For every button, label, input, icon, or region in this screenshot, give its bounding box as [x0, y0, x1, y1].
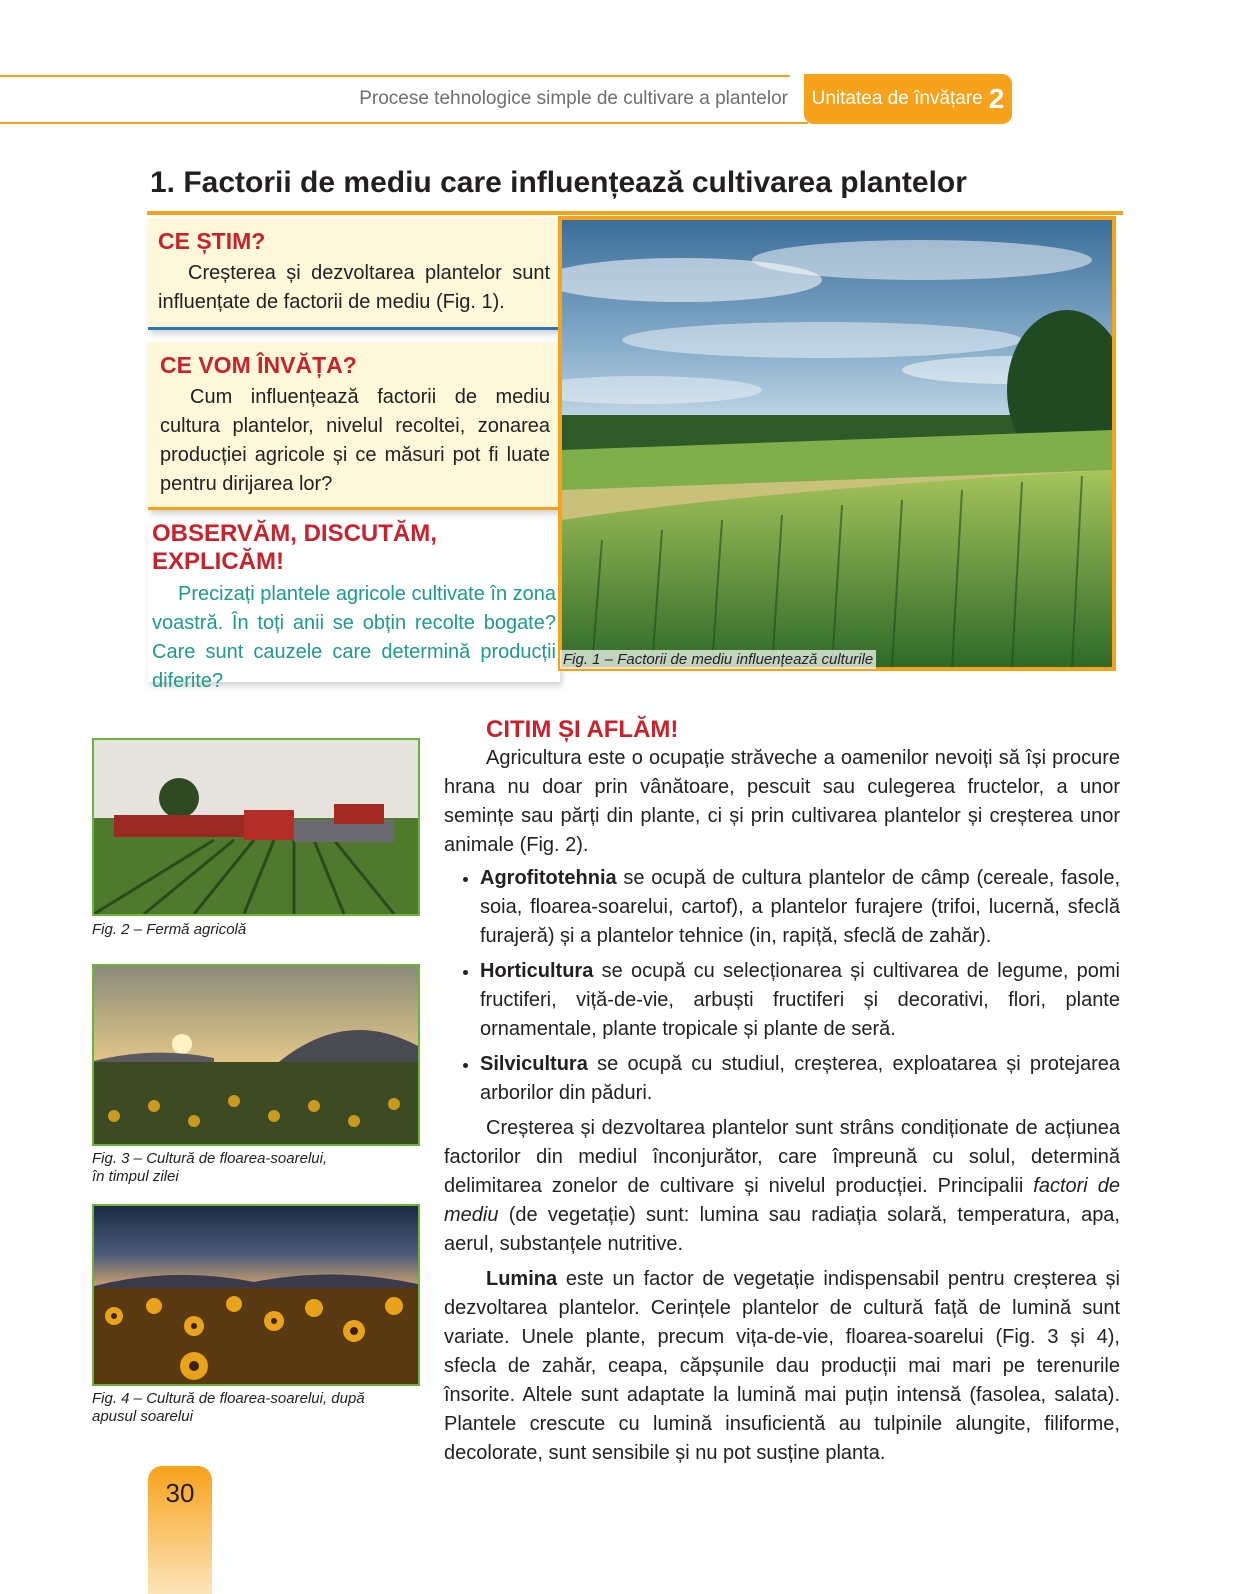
fig1-image [558, 216, 1116, 671]
bullet-term: Silvicultura [480, 1053, 588, 1075]
running-title: Procese tehnologice simple de cultivare a plantelor [359, 88, 788, 109]
bullet-text: se ocupă de cultura plantelor de câmp (cereale, fasole, soia, floarea-soarelui, cartof), a plantelor furajere (trifoi, lucernă, sfeclă furajeră) și a plantelor tehnice (in, rapiță, sfeclă de zahăr). [480, 867, 1120, 947]
fig3-image [92, 964, 420, 1146]
factors-text-end: (de vegetație) sunt: lumina sau radiația solară, temperatura, apa, aerul, substanțele nutritive. [444, 1204, 1120, 1255]
observam-heading: OBSERVĂM, DISCUTĂM, EXPLICĂM! [152, 520, 437, 575]
fig2-image [92, 738, 420, 916]
fig4-caption-line1: Fig. 4 – Cultură de floarea-soarelui, după [92, 1390, 365, 1407]
fig4-caption [92, 1390, 365, 1426]
cornfield-landscape-picture [562, 220, 1112, 667]
fig3-caption [92, 1150, 327, 1186]
ce-stim-box [148, 218, 560, 330]
factors-term: factori de mediu [444, 1175, 1121, 1226]
ce-stim-text: Creșterea și dezvoltarea plantelor sunt influențate de factorii de mediu (Fig. 1). [158, 262, 550, 313]
domains-list [444, 864, 1120, 1108]
fig4-caption-line2: apusul soarelui [92, 1408, 193, 1425]
observam-text: Precizați plantele agricole cultivate în zona voastră. În toți anii se obțin recolte bogate? Care sunt cauzele care determină producții diferite? [152, 583, 556, 692]
ce-vom-invata-heading: CE VOM ÎNVĂȚA? [160, 352, 357, 378]
factors-paragraph [444, 1114, 1120, 1259]
intro-paragraph: Agricultura este o ocupație străveche a oamenilor nevoiți să își procure hrana nu doar prin vânătoare, pescuit sau culegerea fructelor, a unor semințe sau părți din plante, ci și prin cultivarea plantelor și creșterea unor animale (Fig. 2). [444, 747, 1120, 856]
bullet-text: se ocupă cu selecționarea și cultivarea de legume, pomi fructiferi, viță-de-vie, arbuști fructiferi și decorativi, flori, plante ornamentale, plante tropicale și plante de seră. [480, 960, 1120, 1040]
ce-vom-invata-box [148, 342, 560, 510]
light-term: Lumina [486, 1268, 558, 1290]
factors-text-start: Creșterea și dezvoltarea plantelor sunt strâns condiționate de acțiunea factorilor din mediul înconjurător, care împreună cu solul, determină delimitarea zonelor de cultivare și nivelul producției. Principalii [444, 1117, 1120, 1197]
fig1-caption: Fig. 1 – Factorii de mediu influențează culturile [560, 650, 876, 669]
sunflower-day-picture [94, 966, 418, 1144]
bullet-term: Agrofitotehnia [480, 867, 617, 889]
citim-heading: CITIM ȘI AFLĂM! [486, 716, 679, 743]
observam-box [148, 520, 560, 692]
list-item [480, 1050, 1120, 1108]
unit-label: Unitatea de învățare [811, 88, 983, 109]
header-rule-top [0, 75, 790, 77]
fig3-caption-line2: în timpul zilei [92, 1168, 179, 1185]
farm-picture [94, 740, 418, 914]
title-rule [147, 211, 1123, 215]
ce-vom-invata-text: Cum influențează factorii de mediu cultura plantelor, nivelul recoltei, zonarea producției agricole și ce măsuri pot fi luate pentru dirijarea lor? [160, 386, 550, 495]
fig2-caption: Fig. 2 – Fermă agricolă [92, 921, 247, 938]
fig3-caption-line1: Fig. 3 – Cultură de floarea-soarelui, [92, 1150, 328, 1167]
unit-badge [804, 74, 1012, 124]
fig4-image [92, 1204, 420, 1386]
bullet-term: Horticultura [480, 960, 594, 982]
list-item [480, 864, 1120, 951]
light-paragraph [444, 1265, 1120, 1468]
light-text: este un factor de vegetație indispensabil pentru creșterea și dezvoltarea plantelor. Cerințele plantelor de cultură față de lumină sunt variate. Unele plante, precum vița-de-vie, floarea-soarelui (Fig. 3 și 4), sfecla de zahăr, ceapa, căpșunile dau producții mai mari pe terenurile însorite. Altele sunt adaptate la lumină mai puțin intensă (fasolea, salata). Plantele crescute cu lumină insuficientă au tulpinile alungite, filiforme, decolorate, sunt sensibile și nu pot susține planta. [444, 1268, 1120, 1464]
sunflower-sunset-picture [94, 1206, 418, 1384]
page-number: 30 [165, 1478, 195, 1508]
main-text-column [444, 716, 1120, 1468]
lesson-title: 1. Factorii de mediu care influențează cultivarea plantelor [150, 166, 967, 199]
ce-stim-heading: CE ȘTIM? [158, 228, 266, 254]
header-rule-bottom [0, 122, 808, 124]
unit-number: 2 [988, 83, 1005, 114]
list-item [480, 957, 1120, 1044]
bullet-text: se ocupă cu studiul, creșterea, exploatarea și protejarea arborilor din păduri. [480, 1053, 1120, 1104]
